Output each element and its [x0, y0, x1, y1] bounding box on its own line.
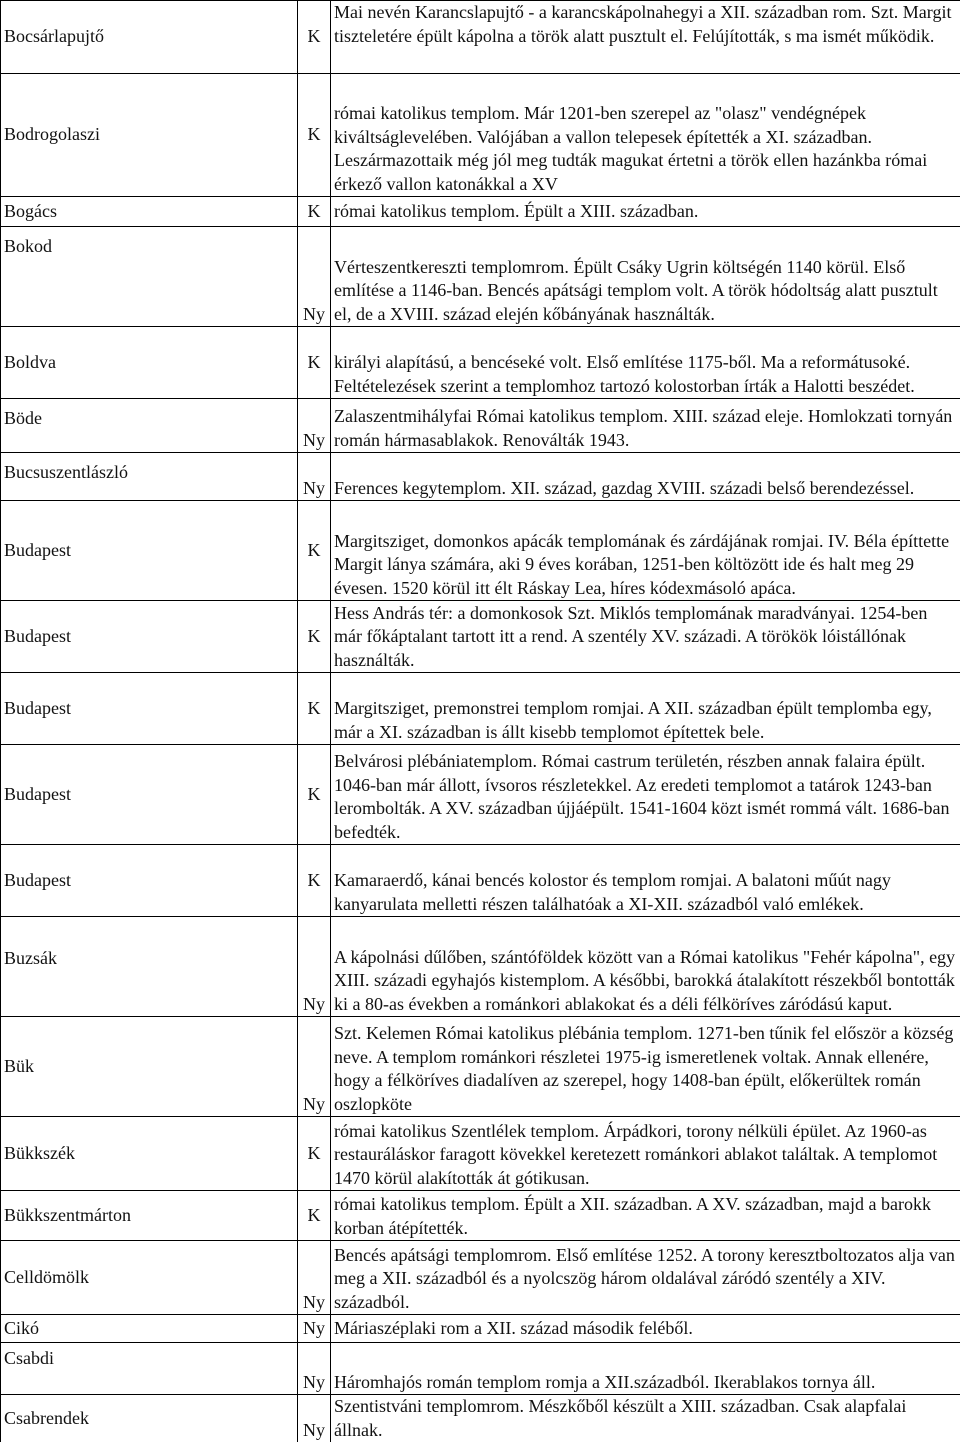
place-name: Budapest [1, 745, 298, 845]
church-description: Zalaszentmihályfai Római katolikus templom. XIII. század eleje. Homlokzati tornyán román hármasablakok. Renoválták 1943. [331, 399, 960, 453]
place-name: Bodrogolaszi [1, 74, 298, 197]
place-name: Bocsárlapujtő [1, 1, 298, 74]
church-type: K [298, 1, 331, 74]
table-row [1, 1117, 960, 1191]
church-description: római katolikus templom. Már 1201-ben szerepel az "olasz" vendégnépek kiváltságlevelében. Valójában a vallon telepesek építették a XI. században. Leszármazottaik még jól meg tudták magukat értetni a török ellen hazánkba római érkező vallon katonákkal a XV [331, 74, 960, 197]
place-name: Budapest [1, 601, 298, 673]
table-row [1, 1343, 960, 1395]
table-row [1, 1191, 960, 1241]
table-row [1, 74, 960, 197]
place-name: Bokod [1, 227, 298, 327]
table-row [1, 745, 960, 845]
church-type: K [298, 601, 331, 673]
table-row [1, 327, 960, 399]
table-row [1, 227, 960, 327]
place-name: Csabdi [1, 1343, 298, 1395]
place-name: Budapest [1, 845, 298, 917]
place-name: Cikó [1, 1315, 298, 1343]
table-row [1, 673, 960, 745]
church-type: Ny [298, 227, 331, 327]
church-description: Kamaraerdő, kánai bencés kolostor és templom romjai. A balatoni műút nagy kanyarulata melletti részen találhatóak a XI-XII. századból való emlékek. [331, 845, 960, 917]
place-name: Böde [1, 399, 298, 453]
table-row [1, 399, 960, 453]
place-name: Celldömölk [1, 1241, 298, 1315]
church-type: K [298, 74, 331, 197]
place-name: Bogács [1, 197, 298, 227]
church-type: Ny [298, 453, 331, 501]
table-row [1, 453, 960, 501]
church-type: Ny [298, 1343, 331, 1395]
place-name: Bük [1, 1017, 298, 1117]
church-type: Ny [298, 1395, 331, 1442]
church-description: Mai nevén Karancslapujtő - a karancskápolnahegyi a XII. században rom. Szt. Margit tiszteletére épült kápolna a török alatt pusztult el. Felújították, s ma ismét működik. [331, 1, 960, 74]
church-type: K [298, 1117, 331, 1191]
church-description: A kápolnási dűlőben, szántóföldek között van a Római katolikus "Fehér kápolna", egy XIII. századi egyhajós kistemplom. A későbbi, barokká átalakított részekből bontották ki a 80-as években a románkori ablakokat és a déli félköríves záródású kaput. [331, 917, 960, 1017]
place-name: Bucsuszentlászló [1, 453, 298, 501]
church-type: K [298, 1191, 331, 1241]
church-type: K [298, 845, 331, 917]
church-type: K [298, 501, 331, 601]
table-row [1, 1017, 960, 1117]
church-description: Belvárosi plébániatemplom. Római castrum területén, részben annak falaira épült. 1046-ban már állott, ívsoros részletekkel. Az eredeti templomot a tatárok 1243-ban lerombolták. A XV. században újjáépült. 1541-1604 közt ismét rommá vált. 1686-ban befedték. [331, 745, 960, 845]
church-type: Ny [298, 1241, 331, 1315]
table-row [1, 845, 960, 917]
place-name: Bükkszék [1, 1117, 298, 1191]
church-type: Ny [298, 1315, 331, 1343]
table-row [1, 1395, 960, 1442]
church-description: Háromhajós román templom romja a XII.századból. Ikerablakos tornya áll. [331, 1343, 960, 1395]
church-description: Vérteszentkereszti templomrom. Épült Csáky Ugrin költségén 1140 körül. Első említése a 1146-ban. Bencés apátsági templom volt. A török hódoltság alatt pusztult el, de a XVIII. század elején kőbányának használták. [331, 227, 960, 327]
church-description: királyi alapítású, a bencéseké volt. Első említése 1175-ből. Ma a reformátusoké. Feltételezések szerint a templomhoz tartozó kolostorban írták a Halotti beszédet. [331, 327, 960, 399]
table-row [1, 601, 960, 673]
place-name: Buzsák [1, 917, 298, 1017]
church-description: Szentistváni templomrom. Mészkőből készült a XIII. században. Csak alapfalai állnak. [331, 1395, 960, 1442]
church-type: K [298, 673, 331, 745]
church-type: Ny [298, 917, 331, 1017]
church-description: római katolikus templom. Épült a XII. században. A XV. században, majd a barokk korban átépítették. [331, 1191, 960, 1241]
place-name: Csabrendek [1, 1395, 298, 1442]
place-name: Boldva [1, 327, 298, 399]
table-row [1, 197, 960, 227]
church-description: Margitsziget, premonstrei templom romjai. A XII. században épült templomba egy, már a XI. században is állt kisebb templomot építettek bele. [331, 673, 960, 745]
church-type: K [298, 745, 331, 845]
table-row [1, 1315, 960, 1343]
church-description: Hess András tér: a domonkosok Szt. Miklós templomának maradványai. 1254-ben már főkáptalant tartott itt a rend. A szentély XV. századi. A törökök lóistállónak használták. [331, 601, 960, 673]
table-row [1, 501, 960, 601]
church-description: Máriaszéplaki rom a XII. század második feléből. [331, 1315, 960, 1343]
church-description: Bencés apátsági templomrom. Első említése 1252. A torony keresztboltozatos alja van meg a XII. századból és a nyolcszög három oldalával záródó szentély a XIV. századból. [331, 1241, 960, 1315]
church-description: Ferences kegytemplom. XII. század, gazdag XVIII. századi belső berendezéssel. [331, 453, 960, 501]
table-row [1, 1241, 960, 1315]
church-type: K [298, 197, 331, 227]
place-name: Budapest [1, 501, 298, 601]
church-description: római katolikus Szentlélek templom. Árpádkori, torony nélküli épület. Az 1960-as restauráláskor faragott kövekkel keretezett románkori ablakot találtak. A templomot 1470 körül alakították át gótikusan. [331, 1117, 960, 1191]
place-name: Budapest [1, 673, 298, 745]
church-type: Ny [298, 399, 331, 453]
church-description: Szt. Kelemen Római katolikus plébánia templom. 1271-ben tűnik fel először a község neve. A templom románkori részletei 1975-ig ismeretlenek voltak. Annak ellenére, hogy a félköríves diadalíven az szerepel, hogy 1408-ban épült, előkerültek román oszlopköte [331, 1017, 960, 1117]
table-row [1, 917, 960, 1017]
church-description: római katolikus templom. Épült a XIII. században. [331, 197, 960, 227]
church-type: K [298, 327, 331, 399]
church-description: Margitsziget, domonkos apácák templomának és zárdájának romjai. IV. Béla építtette Margit lánya számára, aki 9 éves korában, 1251-ben költözött ide és halt meg 29 évesen. 1520 körül itt élt Ráskay Lea, híres kódexmásoló apáca. [331, 501, 960, 601]
table-row [1, 1, 960, 74]
place-name: Bükkszentmárton [1, 1191, 298, 1241]
church-type: Ny [298, 1017, 331, 1117]
